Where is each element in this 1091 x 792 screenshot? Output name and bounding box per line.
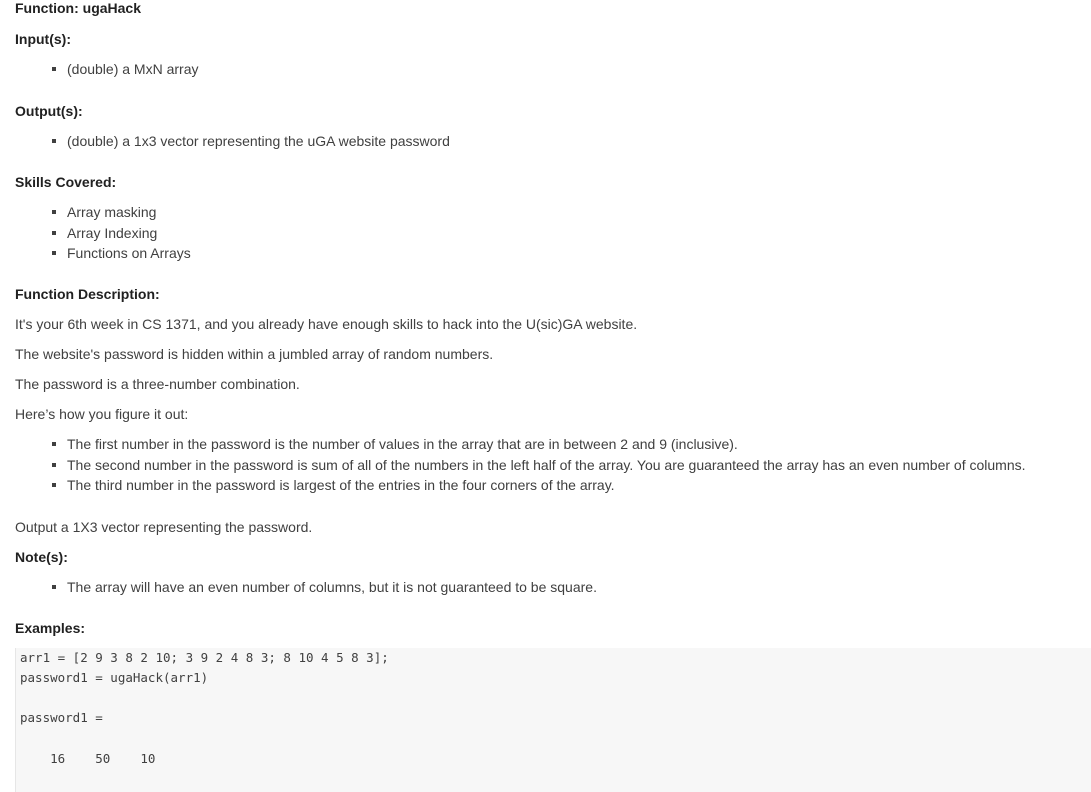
outputs-heading: Output(s):	[15, 103, 83, 119]
description-heading: Function Description:	[15, 286, 160, 302]
bullet-icon	[52, 210, 56, 214]
description-paragraph: The password is a three-number combination.	[15, 376, 300, 392]
code-line: password1 = ugaHack(arr1)	[20, 670, 209, 685]
bullet-icon	[52, 67, 56, 71]
bullet-icon	[52, 483, 56, 487]
bullet-icon	[52, 585, 56, 589]
notes-list	[0, 577, 597, 598]
list-item-text: Array masking	[67, 204, 157, 220]
description-paragraph: The website's password is hidden within a jumbled array of random numbers.	[15, 346, 494, 362]
description-paragraph: It's your 6th week in CS 1371, and you already have enough skills to hack into the U(sic)GA website.	[15, 316, 638, 332]
examples-heading: Examples:	[15, 620, 86, 636]
list-item	[0, 223, 191, 244]
bullet-icon	[52, 139, 56, 143]
outputs-list	[0, 131, 450, 152]
code-line: arr1 = [2 9 3 8 2 10; 3 9 2 4 8 3; 8 10 4 5 8 3];	[20, 650, 389, 665]
function-title: Function: ugaHack	[15, 0, 142, 16]
bullet-icon	[52, 442, 56, 446]
notes-heading: Note(s):	[15, 549, 68, 565]
list-item	[0, 434, 1026, 455]
list-item-text: Array Indexing	[67, 224, 158, 241]
list-item-text: The third number in the password is largest of the entries in the four corners of the array.	[67, 477, 615, 493]
bullet-icon	[52, 251, 56, 255]
list-item-text: The second number in the password is sum of all of the numbers in the left half of the array. You are guaranteed the array has an even number of columns.	[67, 456, 1026, 473]
code-example-block	[15, 648, 1091, 792]
bullet-icon	[52, 463, 56, 467]
description-paragraph: Here’s how you figure it out:	[15, 406, 189, 422]
list-item-text: Functions on Arrays	[67, 245, 191, 261]
code-line: 16 50 10	[20, 751, 156, 766]
list-item-text: The first number in the password is the number of values in the array that are in between 2 and 9 (inclusive).	[67, 436, 738, 452]
list-item	[0, 455, 1026, 476]
list-item-text: (double) a MxN array	[67, 61, 199, 77]
skills-heading: Skills Covered:	[15, 174, 117, 190]
list-item-text: (double) a 1x3 vector representing the uGA website password	[67, 133, 450, 149]
bullet-icon	[52, 231, 56, 235]
list-item	[0, 243, 191, 264]
description-list	[0, 434, 1026, 496]
inputs-heading: Input(s):	[15, 31, 71, 47]
list-item	[0, 475, 1026, 496]
skills-list	[0, 202, 191, 264]
code-line: password1 =	[20, 710, 103, 725]
list-item	[0, 202, 191, 223]
list-item	[0, 577, 597, 598]
list-item	[0, 131, 450, 152]
list-item	[0, 59, 199, 80]
inputs-list	[0, 59, 199, 80]
list-item-text: The array will have an even number of columns, but it is not guaranteed to be square.	[67, 579, 597, 595]
description-closing: Output a 1X3 vector representing the password.	[15, 519, 313, 535]
